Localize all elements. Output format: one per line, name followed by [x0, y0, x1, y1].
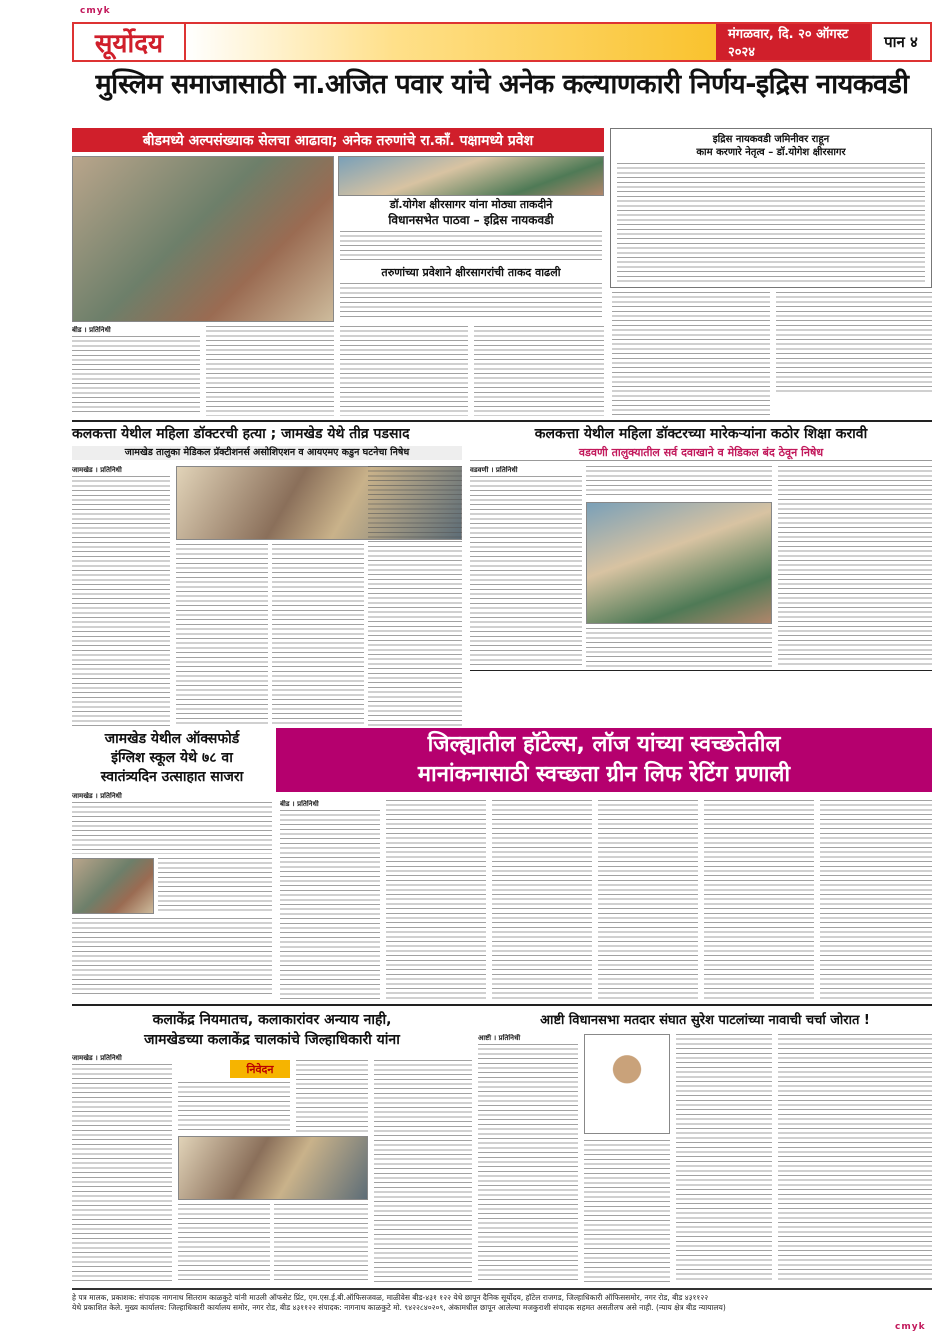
story4-headline-line2: इंग्लिश स्कूल येथे ७८ वा [111, 750, 233, 766]
story3-lead-col [470, 476, 582, 666]
story5-col-4 [598, 800, 698, 1000]
story1-box-body [617, 163, 925, 283]
story1-headline: विधानसभेत पाठवा – इद्रिस नायकवडी [388, 213, 554, 227]
story6-col-2-top [178, 1082, 290, 1132]
story4-dateline: जामखेड । प्रतिनिधी [72, 792, 122, 800]
story2-col-3 [272, 544, 364, 726]
story7-col-1 [478, 1044, 578, 1282]
story6-lead-col [72, 1064, 172, 1282]
story7-col-4 [778, 1034, 932, 1282]
story4-body-top [72, 802, 272, 854]
story3-photo [586, 502, 772, 624]
story2-col-2 [176, 544, 268, 726]
story6-photo [178, 1136, 368, 1200]
story2-subhead: जामखेड तालुका मेडिकल प्रॅक्टीशनर्स असोशिएशन व आयएमए कडुन घटनेचा निषेध [72, 446, 462, 460]
story1-right-col-a [612, 292, 770, 417]
story1-col-2 [206, 326, 334, 416]
story4-photo [72, 858, 154, 914]
story5-headline-line2: मानांकनासाठी स्वच्छता ग्रीन लिफ रेटिंग प्रणाली [417, 762, 791, 787]
story6-col-2-bottom [178, 1204, 270, 1282]
story4-headline-line3: स्वातंत्र्यदिन उत्साहात साजरा [100, 769, 244, 785]
story1-col-3 [340, 326, 468, 416]
story2-col-4 [368, 466, 462, 726]
story1-col-4 [474, 326, 604, 416]
main-headline: मुस्लिम समाजासाठी ना.अजित पवार यांचे अनेक कल्याणकारी निर्णय-इद्रिस नायकवडी [95, 69, 909, 100]
story7-col-2 [584, 1140, 670, 1282]
story4-headline [72, 730, 272, 787]
story2-headline: कलकत्ता येथील महिला डॉक्टरची हत्या ; जामखेड येथे तीव्र पडसाद [72, 426, 410, 442]
story7-headline: आष्टी विधानसभा मतदार संघात सुरेश पाटलांच्या नावाची चर्चा जोरात ! [540, 1013, 870, 1028]
story6-col-4 [374, 1060, 472, 1282]
story6-headline [72, 1010, 472, 1050]
story2-lead-col [72, 476, 170, 726]
story3-col-right [778, 466, 932, 666]
story5-headline-line1: जिल्ह्यातील हॉटेल्स, लॉज यांच्या स्वच्छतेतील [427, 732, 781, 757]
cmyk-mark-bottom: cmyk [895, 1322, 926, 1332]
story7-dateline: आष्टी । प्रतिनिधी [478, 1034, 521, 1042]
story4-body-side [158, 858, 272, 914]
story2-dateline: जामखेड । प्रतिनिधी [72, 466, 122, 474]
story1-box-title: इद्रिस नायकवडी जमिनीवर राहून [712, 134, 830, 145]
story3-col-top [586, 466, 772, 498]
story7-col-3 [676, 1034, 772, 1282]
story5-col-3 [492, 800, 592, 1000]
divider-3 [72, 1004, 932, 1006]
story1-body-top [340, 231, 602, 263]
divider-2 [470, 670, 932, 671]
story1-box-subtitle: काम करणारे नेतृत्व – डॉ.योगेश क्षीरसागर [696, 147, 846, 158]
imprint-line-2: येथे प्रकाशित केले. मुख्य कार्यालय: जिल्हाधिकारी कार्यालय समोर, नगर रोड, बीड ४३११२२ संपादक: नागनाथ काळकुटे मो. ९४२२८४०२०९, अंकामधील छापून आलेल्या मजकुराशी संपादक सहमत असतीलच असे नाही. (न्याय क्षेत्र बीड न्यायालय) [72, 1303, 726, 1312]
story1-body-mid [340, 283, 602, 319]
cmyk-mark-top: cmyk [80, 6, 111, 16]
story6-dateline: जामखेड । प्रतिनिधी [72, 1054, 122, 1062]
story6-col-3-top [296, 1060, 368, 1132]
story7-portrait [584, 1034, 670, 1134]
story5-col-2 [386, 800, 486, 1000]
story3-subhead: वडवणी तालुक्यातील सर्व दवाखाने व मेडिकल बंद ठेवून निषेध [470, 446, 932, 461]
story1-photo-top [338, 156, 604, 196]
story1-subhead: तरुणांच्या प्रवेशाने क्षीरसागरांची ताकद वाढली [381, 266, 561, 279]
story5-col-5 [704, 800, 814, 1000]
story4-body-bottom [72, 918, 272, 998]
story6-col-3-bottom [274, 1204, 368, 1282]
story1-banner: बीडमध्ये अल्पसंख्याक सेलचा आढावा; अनेक तरुणांचे रा.काँ. पक्षामध्ये प्रवेश [72, 128, 604, 152]
imprint-line-1: हे पत्र मालक, प्रकाशक: संपादक नागनाथ सितराम काळकुटे यांनी माउली ऑफसेट प्रिंट, एम.एस.ई.बी.ऑफिसजवळ, माळीवेस बीड-४३१ १२२ येथे छापून दैनिक सूर्योदय, हॉटेल राजगड, जिल्हाधिकारी ऑफिससमोर, नगर रोड, बीड ४३११२२ [72, 1293, 709, 1302]
story1-right-col-b [776, 292, 932, 392]
story3-dateline: वडवणी । प्रतिनिधी [470, 466, 518, 474]
newspaper-logo: सूर्योदय [74, 24, 186, 60]
story6-headline-line1: कलाकेंद्र नियमातच, कलाकारांवर अन्याय नाही, [152, 1012, 392, 1028]
issue-date: मंगळवार, दि. २० ऑगस्ट २०२४ [716, 24, 876, 60]
masthead-band [186, 24, 876, 60]
story1-kicker: डॉ.योगेश क्षीरसागर यांना मोठ्या ताकदीने [389, 198, 553, 211]
story3-headline: कलकत्ता येथील महिला डॉक्टरच्या मारेकऱ्यांना कठोर शिक्षा करावी [534, 426, 868, 442]
story5-col-6 [820, 800, 932, 1000]
story1-box [610, 128, 932, 288]
story5-dateline: बीड । प्रतिनिधी [280, 800, 319, 808]
story1-dateline: बीड । प्रतिनिधी [72, 326, 111, 334]
story5-col-1 [280, 810, 380, 1000]
divider-1 [72, 420, 932, 422]
story3-col-bottom [586, 628, 772, 668]
story6-tag: निवेदन [230, 1060, 290, 1078]
masthead [72, 22, 878, 62]
page-number: पान ४ [870, 22, 932, 62]
story1-photo-main [72, 156, 334, 322]
story1-col-1 [72, 336, 200, 416]
story5-headline [276, 728, 932, 792]
imprint-footer [72, 1288, 932, 1318]
story4-headline-line1: जामखेड येथील ऑक्सफोर्ड [104, 731, 240, 747]
story6-headline-line2: जामखेडच्या कलाकेंद्र चालकांचे जिल्हाधिकारी यांना [144, 1032, 400, 1048]
